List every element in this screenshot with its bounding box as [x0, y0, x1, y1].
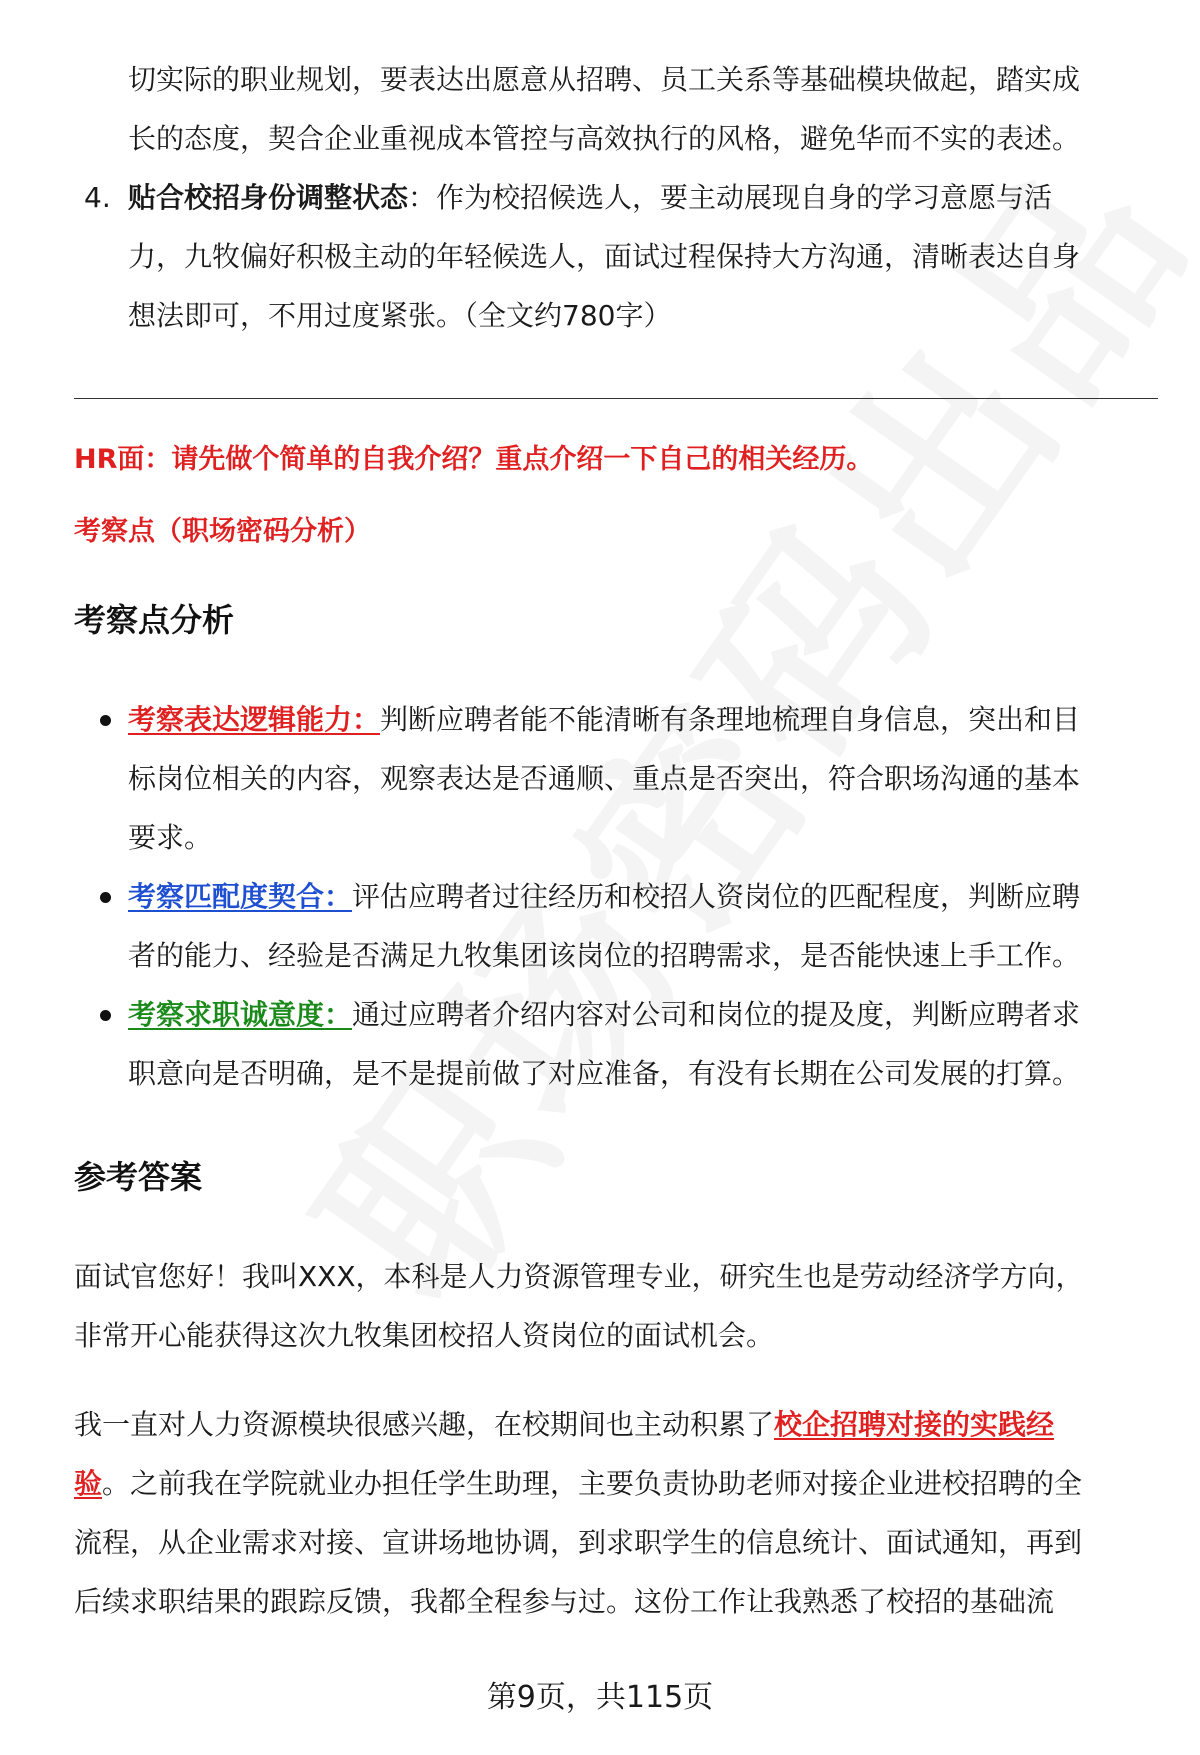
answer-text: 我一直对人力资源模块很感兴趣，在校期间也主动积累了 [74, 1408, 775, 1441]
analysis-item-3 [128, 995, 1080, 1035]
analysis-keyword: 考察表达逻辑能力： [128, 703, 381, 736]
answer-highlight: 验 [74, 1467, 103, 1500]
analysis-keyword: 考察求职诚意度： [128, 998, 353, 1031]
analysis-heading: 考察点分析 [74, 601, 235, 639]
analysis-item-1-line: 要求。 [128, 821, 213, 854]
list-item-4-line: 力，九牧偏好积极主动的年轻候选人，面试过程保持大方沟通，清晰表达自身 [128, 240, 1081, 273]
analysis-item-2 [128, 877, 1080, 917]
bullet-dot [100, 892, 111, 903]
list-item-4-title: 贴合校招身份调整状态 [128, 181, 409, 214]
analysis-item-2-line: 者的能力、经验是否满足九牧集团该岗位的招聘需求，是否能快速上手工作。 [128, 939, 1081, 972]
list-item-4-text: ：作为校招候选人，要主动展现自身的学习意愿与活 [408, 181, 1053, 214]
continued-paragraph-line: 切实际的职业规划，要表达出愿意从招聘、员工关系等基础模块做起，踏实成 [128, 63, 1081, 96]
answer-text: 。之前我在学院就业办担任学生助理，主要负责协助老师对接企业进校招聘的全 [102, 1467, 1083, 1500]
list-item-4 [128, 178, 1052, 218]
list-item-4-line: 想法即可，不用过度紧张。（全文约780字） [128, 299, 672, 332]
answer-paragraph-line: 流程，从企业需求对接、宣讲场地协调，到求职学生的信息统计、面试通知，再到 [74, 1526, 1083, 1559]
bullet-dot [100, 1010, 111, 1021]
analysis-text: 通过应聘者介绍内容对公司和岗位的提及度，判断应聘者求 [352, 998, 1081, 1031]
analysis-text: 判断应聘者能不能清晰有条理地梳理自身信息，突出和目 [380, 703, 1081, 736]
section-divider [74, 398, 1158, 399]
list-item-number: 4. [84, 181, 111, 214]
bullet-dot [100, 715, 111, 726]
answer-paragraph-line: 后续求职结果的跟踪反馈，我都全程参与过。这份工作让我熟悉了校招的基础流 [74, 1585, 1055, 1618]
page-number: 第9页，共115页 [486, 1680, 714, 1715]
answer-paragraph-line [74, 1464, 1082, 1504]
analysis-text: 评估应聘者过往经历和校招人资岗位的匹配程度，判断应聘 [352, 880, 1081, 913]
continued-paragraph-line: 长的态度，契合企业重视成本管控与高效执行的风格，避免华而不实的表述。 [128, 122, 1081, 155]
answer-paragraph-line: 非常开心能获得这次九牧集团校招人资岗位的面试机会。 [74, 1319, 775, 1352]
analysis-item-1 [128, 700, 1080, 740]
analysis-item-3-line: 职意向是否明确，是不是提前做了对应准备，有没有长期在公司发展的打算。 [128, 1057, 1081, 1090]
question-subtitle: 考察点（职场密码分析） [74, 516, 371, 547]
answer-paragraph-line: 面试官您好！我叫XXX，本科是人力资源管理专业，研究生也是劳动经济学方向， [74, 1260, 1084, 1293]
analysis-keyword: 考察匹配度契合： [128, 880, 353, 913]
question-title: HR面：请先做个简单的自我介绍？重点介绍一下自己的相关经历。 [74, 444, 874, 475]
answer-paragraph-line [74, 1405, 1054, 1445]
answer-highlight: 校企招聘对接的实践经 [774, 1408, 1055, 1441]
analysis-item-1-line: 标岗位相关的内容，观察表达是否通顺、重点是否突出，符合职场沟通的基本 [128, 762, 1081, 795]
answer-heading: 参考答案 [74, 1158, 203, 1196]
